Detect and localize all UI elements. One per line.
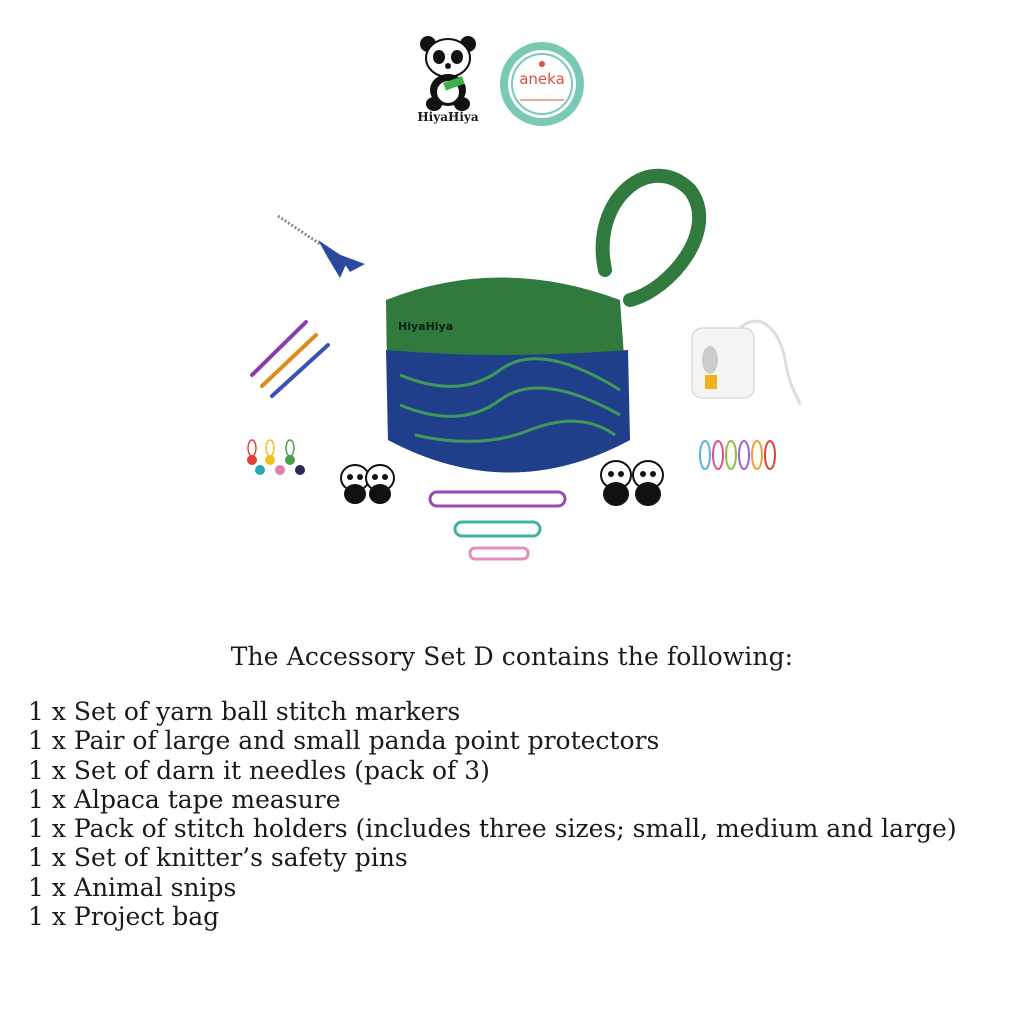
list-item: 1 x Set of darn it needles (pack of 3)	[28, 755, 490, 785]
list-item: 1 x Set of knitter’s safety pins	[28, 843, 408, 873]
contents-list	[0, 697, 1024, 931]
hiyahiya-logo-text: HiyaHiya	[417, 110, 479, 124]
product-photo	[200, 160, 820, 580]
list-item: 1 x Animal snips	[28, 872, 237, 902]
alpaca-tape-measure	[692, 321, 800, 405]
list-item: 1 x Alpaca tape measure	[28, 784, 341, 814]
bag-brand-label: HiyaHiya	[398, 320, 454, 333]
panda-point-protectors-right	[601, 461, 663, 506]
aneka-logo-text: aneka	[519, 70, 565, 88]
stitch-holders	[430, 492, 565, 559]
yarn-ball-stitch-markers	[247, 440, 305, 475]
animal-snips	[278, 216, 365, 278]
list-item: 1 x Pair of large and small panda point protectors	[28, 726, 660, 756]
list-item: 1 x Pack of stitch holders (includes three sizes; small, medium and large)	[28, 814, 957, 844]
description-heading: The Accessory Set D contains the following:	[230, 642, 794, 671]
list-item: 1 x Project bag	[28, 902, 220, 932]
brand-logos	[0, 28, 1024, 138]
description-section	[0, 642, 1024, 931]
darn-needles	[252, 322, 328, 396]
safety-pins	[700, 441, 775, 469]
panda-point-protectors-left	[341, 465, 394, 504]
list-item: 1 x Set of yarn ball stitch markers	[28, 697, 461, 726]
